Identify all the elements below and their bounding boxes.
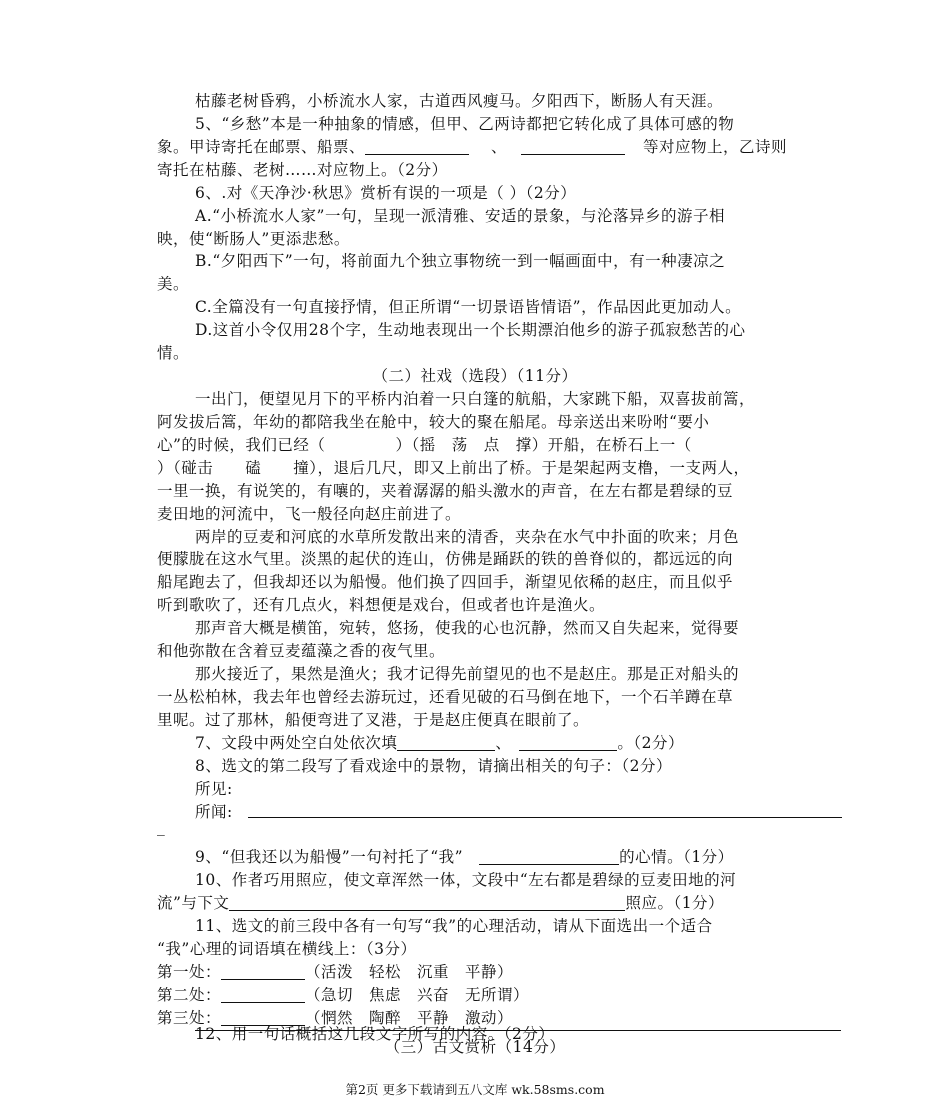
passage-p1-line5: 一里一换，有说笑的，有嚷的，夹着潺潺的船头激水的声音，在左右都是碧绿的豆 xyxy=(157,481,734,500)
q5-line1: 5、“乡愁”本是一种抽象的情感，但甲、乙两诗都把它转化成了具体可感的物 xyxy=(195,114,735,133)
q10-text-a: 流”与下文 xyxy=(157,894,230,913)
q10-text-b: 照应。（1分） xyxy=(625,894,725,913)
q9 xyxy=(195,845,734,869)
q11-row2-label: 第二处： xyxy=(157,985,222,1004)
q8-stem: 8、选文的第二段写了看戏途中的景物，请摘出相关的句子：（2分） xyxy=(195,756,672,775)
q5-text-a: 象。甲诗寄托在邮票、船票、 xyxy=(157,137,366,156)
q11-row3-label: 第三处： xyxy=(157,1008,222,1027)
q11-row1-options: （活泼 轻松 沉重 平静） xyxy=(305,963,514,981)
q6-option-b-line2: 美。 xyxy=(157,275,190,294)
q6-option-a-line1: A.“小桥流水人家”一句，呈现一派清雅、安适的景象，与沦落异乡的游子相 xyxy=(195,206,725,225)
q9-blank[interactable] xyxy=(479,848,619,865)
passage-p1-line3 xyxy=(157,433,692,457)
q10-line1: 10、作者巧用照应，使文章浑然一体，文段中“左右都是碧绿的豆麦田地的河 xyxy=(195,871,737,890)
page-footer: 第2页 更多下载请到五八文库 wk.58sms.com xyxy=(345,1082,605,1097)
q6-option-d-line2: 情。 xyxy=(157,344,190,363)
q7 xyxy=(195,731,684,755)
q11-row2-blank[interactable] xyxy=(221,986,305,1003)
passage-p2-line2: 便朦胧在这水气里。淡黑的起伏的连山，仿佛是踊跃的铁的兽脊似的，都远远的向 xyxy=(157,550,734,569)
passage-p3-line2: 和他弥散在含着豆麦蕴藻之香的夜气里。 xyxy=(157,642,446,661)
passage-p1-line4: ）（碰击 磕 撞），退后几尺，即又上前出了桥。于是架起两支橹，一支两人， xyxy=(157,458,750,477)
q11-row1-blank[interactable] xyxy=(221,963,305,980)
q7-text-b: 、 xyxy=(495,733,512,752)
q8-heard-label: 所闻: xyxy=(195,802,233,821)
q9-text-a: 9、“但我还以为船慢”一句衬托了“我” xyxy=(195,848,464,867)
q11-row2 xyxy=(157,983,529,1007)
q5-line3: 寄托在枯藤、老树……对应物上。（2分） xyxy=(157,160,448,179)
q10-blank[interactable] xyxy=(229,894,625,911)
passage-p4-line1: 那火接近了，果然是渔火；我才记得先前望见的也不是赵庄。那是正对船头的 xyxy=(195,665,740,683)
passage-p2-line3: 船尾跑去了，但我却还以为船慢。他们换了四回手，渐望见依稀的赵庄，而且似乎 xyxy=(157,573,734,592)
passage-p1-line3-a: 心”的时候，我们已经（ xyxy=(157,435,326,454)
q8-heard-answer-line[interactable] xyxy=(248,817,842,818)
q9-text-b: 的心情。（1分） xyxy=(619,848,734,867)
q7-blank-1[interactable] xyxy=(397,734,495,751)
q11-line1: 11、选文的前三段中各有一句写“我”的心理活动，请从下面选出一个适合 xyxy=(195,917,713,936)
q6-stem: 6、.对《天净沙·秋思》赏析有误的一项是（ ）（2分） xyxy=(195,183,577,202)
q8-seen-label: 所见: xyxy=(195,779,233,798)
passage-p2-line1: 两岸的豆麦和河底的水草所发散出来的清香，夹杂在水气中扑面的吹来；月色 xyxy=(195,527,740,546)
q5-blank-1[interactable] xyxy=(365,138,469,155)
q5-text-b: 、 xyxy=(491,137,508,156)
q6-option-d-line1: D.这首小令仅用28个字，生动地表现出一个长期漂泊他乡的游子孤寂愁苦的心 xyxy=(195,321,746,340)
passage-p4-line3: 里呢。过了那林，船便弯进了叉港，于是赵庄便真在眼前了。 xyxy=(157,710,590,729)
q8-dash: _ xyxy=(157,817,166,836)
passage-p1-line2: 阿发拔后篙，年幼的都陪我坐在舱中，较大的聚在船尾。母亲送出来吩咐“要小 xyxy=(157,412,710,431)
q5-blank-2[interactable] xyxy=(521,138,625,155)
q5-line2 xyxy=(157,135,787,159)
passage-p1-line1: 一出门，便望见月下的平桥内泊着一只白篷的航船，大家跳下船，双喜拔前篙， xyxy=(195,390,756,408)
poem-tail: 枯藤老树昏鸦，小桥流水人家，古道西风瘦马。夕阳西下，断肠人有天涯。 xyxy=(195,92,724,110)
passage-p1-line6: 麦田地的河流中，飞一般径向赵庄前进了。 xyxy=(157,504,462,523)
q11-row3-options: （惘然 陶醉 平静 激动） xyxy=(305,1008,514,1027)
q12-answer-line[interactable] xyxy=(195,1030,841,1031)
q6-option-a-line2: 映，使“断肠人”更添悲愁。 xyxy=(157,229,350,248)
passage-p2-line4: 听到歌吹了，还有几点火，料想便是戏台，但或者也许是渔火。 xyxy=(157,596,606,615)
passage-p1-line3-b: ）（摇 荡 点 撑）开船，在桥石上一（ xyxy=(395,435,692,454)
q11-line2: “我”心理的词语填在横线上：（3分） xyxy=(157,940,417,958)
q6-option-c: C.全篇没有一句直接抒情，但正所谓“一切景语皆情语”，作品因此更加动人。 xyxy=(195,298,742,317)
q11-row1 xyxy=(157,960,513,984)
q12: 12、用一句话概括这几段文字所写的内容。（2分） xyxy=(195,1025,555,1043)
q6-option-b-line1: B.“夕阳西下”一句，将前面九个独立事物统一到一幅画面中，有一种凄凉之 xyxy=(195,252,726,271)
q11-row1-label: 第一处： xyxy=(157,963,222,981)
q7-blank-2[interactable] xyxy=(519,734,617,751)
q10-line2 xyxy=(157,891,724,915)
q7-text-a: 7、文段中两处空白处依次填 xyxy=(195,733,398,752)
q7-text-c: 。（2分） xyxy=(617,733,685,752)
passage-p3-line1: 那声音大概是横笛，宛转，悠扬，使我的心也沉静，然而又自失起来，觉得要 xyxy=(195,619,740,638)
section3-title: （三）古文赏析（14分） xyxy=(384,1038,566,1056)
passage-p4-line2: 一丛松柏林，我去年也曾经去游玩过，还看见破的石马倒在地下，一个石羊蹲在草 xyxy=(157,687,734,706)
q11-row2-options: （急切 焦虑 兴奋 无所谓） xyxy=(305,985,530,1004)
section2-title: （二）社戏（选段）（11分） xyxy=(372,367,578,385)
q5-text-c: 等对应物上，乙诗则 xyxy=(643,137,788,156)
